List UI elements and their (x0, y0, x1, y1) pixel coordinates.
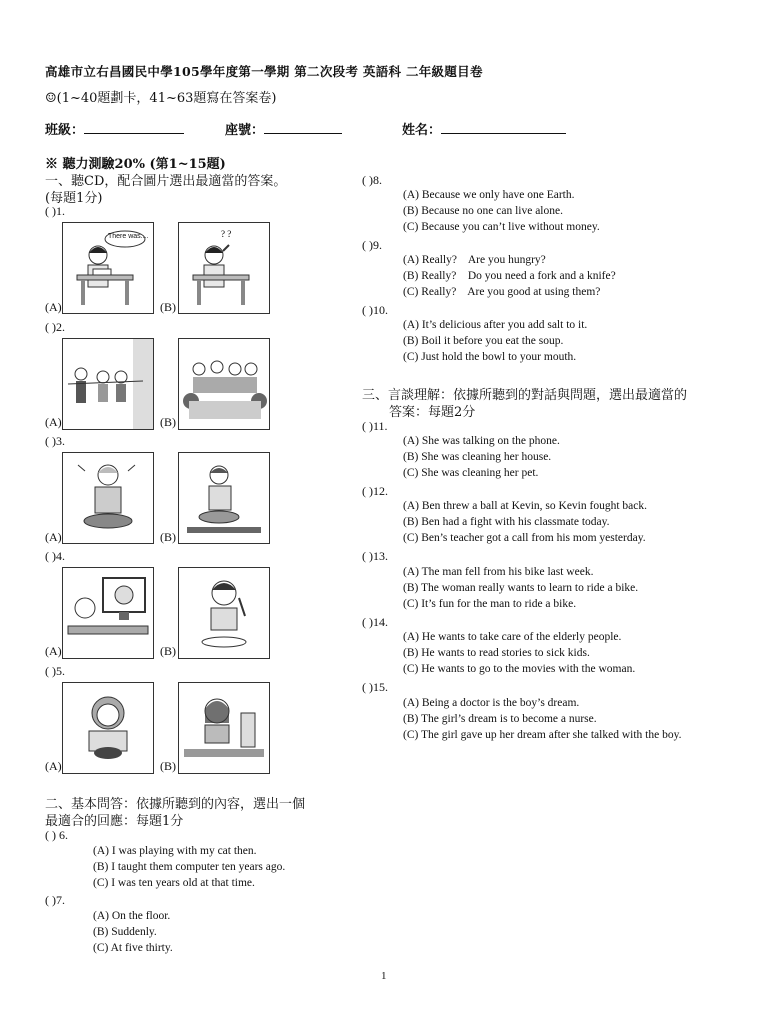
q2-option-b-label: (B) (160, 415, 176, 429)
q13-option-c: (C) It’s fun for the man to ride a bike. (403, 598, 577, 610)
q7-option-b: (B) Suddenly. (93, 926, 157, 938)
seat-field (225, 119, 342, 138)
q10-option-a: (A) It’s delicious after you add salt to it. (403, 319, 588, 331)
kids-group-illustration (179, 339, 269, 429)
q9-option-c: (C) Really? Are you good at using them? (403, 286, 601, 298)
woman-with-bowl-illustration (63, 683, 153, 773)
svg-text:? ?: ? ? (221, 229, 232, 239)
q13-option-b: (B) The woman really wants to learn to ride a bike. (403, 582, 639, 594)
q1-speech-bubble: There was.... (108, 233, 149, 240)
section1-subheading: 一、聽CD，配合圖片選出最適當的答案。 (45, 174, 287, 189)
question-5-number: ( )5. (45, 664, 65, 678)
class-field (45, 119, 184, 138)
q4-option-b-label: (B) (160, 644, 176, 658)
question-9-number: ( )9. (362, 238, 382, 252)
girl-at-table-illustration (179, 683, 269, 773)
q6-option-a: (A) I was playing with my cat then. (93, 845, 257, 857)
section2-heading-line1: 二、基本問答：依據所聽到的內容，選出一個 (45, 797, 306, 812)
q4-picture-a (62, 567, 154, 659)
kids-lined-up-illustration (63, 339, 153, 429)
section1-heading: ※ 聽力測驗20% (第1~15題) (45, 157, 226, 172)
q9-option-a: (A) Really? Are you hungry? (403, 254, 546, 266)
q11-option-a: (A) She was talking on the phone. (403, 435, 560, 447)
q7-option-a: (A) On the floor. (93, 910, 171, 922)
boy-thinking-illustration (179, 223, 269, 313)
name-label: 姓名： (402, 123, 442, 138)
q4-picture-b (178, 567, 270, 659)
class-label: 班級： (45, 123, 85, 138)
name-field (402, 119, 566, 138)
question-12-number: ( )12. (362, 484, 388, 498)
seat-blank (264, 121, 342, 134)
q15-option-c: (C) The girl gave up her dream after she talked with the boy. (403, 729, 682, 741)
question-8-number: ( )8. (362, 173, 382, 187)
q3-option-b-label: (B) (160, 530, 176, 544)
question-7-number: ( )7. (45, 893, 65, 907)
section1-points: (每題1分) (45, 191, 103, 206)
q1-picture-a (62, 222, 154, 314)
page-number: 1 (381, 970, 387, 982)
q8-option-a: (A) Because we only have one Earth. (403, 189, 575, 201)
name-blank (441, 121, 566, 134)
question-3-number: ( )3. (45, 434, 65, 448)
q2-picture-b (178, 338, 270, 430)
boy-eating-illustration (179, 568, 269, 658)
q12-option-a: (A) Ben threw a ball at Kevin, so Kevin fought back. (403, 500, 647, 512)
q3-picture-a (62, 452, 154, 544)
q5-picture-a (62, 682, 154, 774)
q5-option-b-label: (B) (160, 759, 176, 773)
q2-picture-a (62, 338, 154, 430)
question-13-number: ( )13. (362, 549, 388, 563)
q10-option-b: (B) Boil it before you eat the soup. (403, 335, 564, 347)
q11-option-b: (B) She was cleaning her house. (403, 451, 552, 463)
q3-picture-b (178, 452, 270, 544)
question-11-number: ( )11. (362, 419, 388, 433)
section3-heading-line1: 三、言談理解：依據所聽到的對話與問題，選出最適當的 (362, 388, 688, 403)
section3-heading-line2: 答案：每題2分 (389, 405, 476, 420)
q14-option-c: (C) He wants to go to the movies with the woman. (403, 663, 636, 675)
q3-option-a-label: (A) (45, 530, 62, 544)
question-15-number: ( )15. (362, 680, 388, 694)
q15-option-a: (A) Being a doctor is the boy’s dream. (403, 697, 580, 709)
man-cooking-illustration (179, 453, 269, 543)
q9-option-b: (B) Really? Do you need a fork and a knife? (403, 270, 616, 282)
exam-note: ☺(1~40題劃卡，41~63題寫在答案卷) (45, 91, 277, 106)
q14-option-a: (A) He wants to take care of the elderly people. (403, 631, 622, 643)
question-6-number: ( ) 6. (45, 828, 68, 842)
q6-option-b: (B) I taught them computer ten years ago. (93, 861, 286, 873)
q5-option-a-label: (A) (45, 759, 62, 773)
q8-option-b: (B) Because no one can live alone. (403, 205, 563, 217)
q12-option-c: (C) Ben’s teacher got a call from his mom yesterday. (403, 532, 646, 544)
q8-option-c: (C) Because you can’t live without money. (403, 221, 600, 233)
q6-option-c: (C) I was ten years old at that time. (93, 877, 255, 889)
q1-option-b-label: (B) (160, 300, 176, 314)
person-at-computer-illustration (63, 568, 153, 658)
question-14-number: ( )14. (362, 615, 388, 629)
question-1-number: ( )1. (45, 204, 65, 218)
question-4-number: ( )4. (45, 549, 65, 563)
q5-picture-b (178, 682, 270, 774)
q7-option-c: (C) At five thirty. (93, 942, 173, 954)
exam-title: 高雄市立右昌國民中學105學年度第一學期 第二次段考 英語科 二年級題目卷 (45, 64, 483, 79)
q10-option-c: (C) Just hold the bowl to your mouth. (403, 351, 577, 363)
q14-option-b: (B) He wants to read stories to sick kids. (403, 647, 590, 659)
q1-picture-b (178, 222, 270, 314)
q12-option-b: (B) Ben had a fight with his classmate today. (403, 516, 610, 528)
q1-option-a-label: (A) (45, 300, 62, 314)
q2-option-a-label: (A) (45, 415, 62, 429)
question-2-number: ( )2. (45, 320, 65, 334)
q13-option-a: (A) The man fell from his bike last week. (403, 566, 594, 578)
seat-label: 座號： (225, 123, 265, 138)
q11-option-c: (C) She was cleaning her pet. (403, 467, 539, 479)
section2-heading-line2: 最適合的回應：每題1分 (45, 814, 184, 829)
class-blank (84, 121, 184, 134)
q15-option-b: (B) The girl’s dream is to become a nurse. (403, 713, 597, 725)
question-10-number: ( )10. (362, 303, 388, 317)
q4-option-a-label: (A) (45, 644, 62, 658)
woman-cooking-illustration (63, 453, 153, 543)
